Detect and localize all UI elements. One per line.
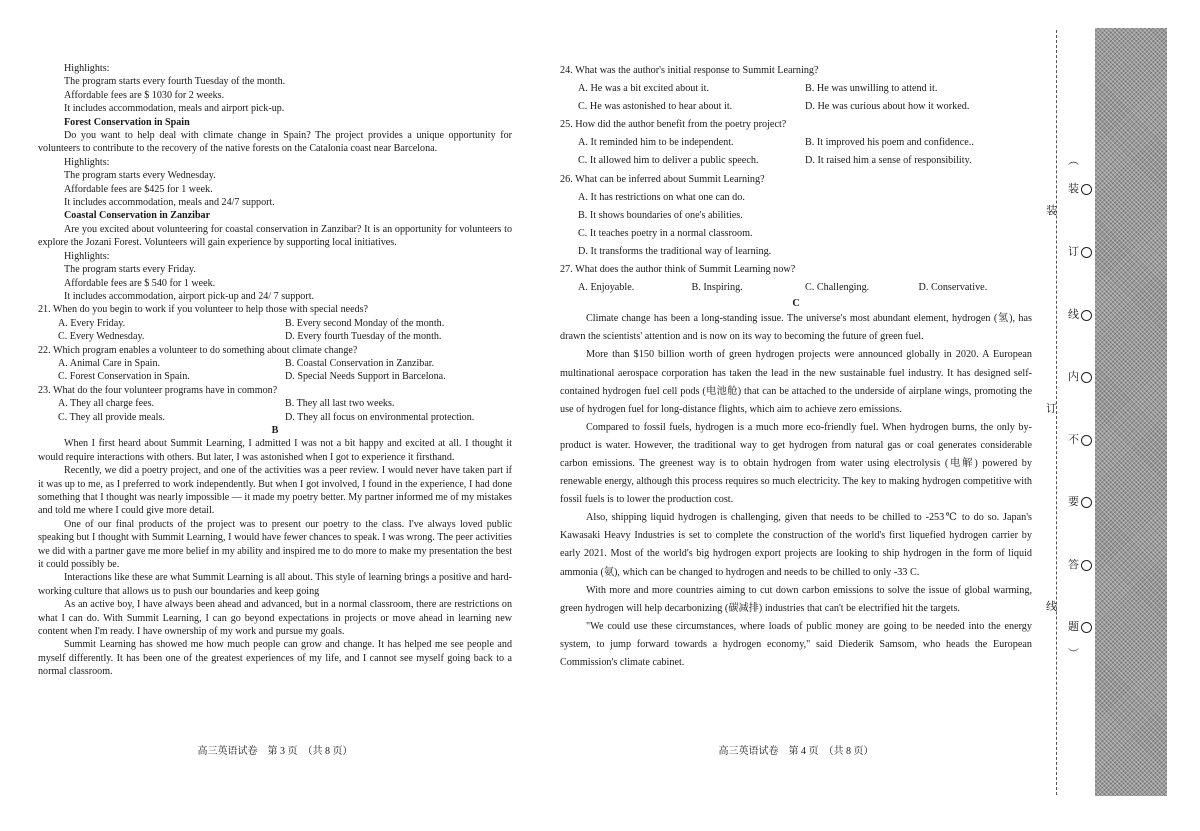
page-3-content [38,62,512,679]
passage-b-paragraph: One of our final products of the project was to present our poetry to the class. I've always loved public speaking but I thought with Summit Learning, I would have fewer chances to speak. I was wrong. The peer activities we did with a partner gave me more belief in my ability and inspired me to do more to make my presentation the best it could possibly be. [38,518,512,571]
binding-circle-char: 答 [1068,556,1092,572]
passage-b-paragraph: Recently, we did a poetry project, and one of the activities was a peer review. I would never have taken part if it was up to me, as I preferred to work independently. But when I got involved, I found in the experience, I had done something that I thought was nearly impossible — it made my poetry better. My partner informed me of my mistakes and told me where I could give more detail. [38,465,512,517]
question-22-stem: 22. Which program enables a volunteer to do something about climate change? [38,344,358,356]
section-heading-b: B [271,424,279,436]
page-4-content [560,62,1032,672]
option-c: C. They all provide meals. [58,411,165,423]
passage-b-paragraph: Interactions like these are what Summit Learning is all about. This style of learning brings a positive and hard-working culture that allows us to push our boundaries and keep going [38,572,512,597]
option-c: C. Challenging. [805,282,870,294]
highlight-item: It includes accommodation, meals and airport pick-up. [64,103,285,115]
question-27-stem: 27. What does the author think of Summit Learning now? [560,264,796,276]
question-23-options [38,411,512,424]
option-d: D. He was curious about how it worked. [805,101,970,113]
question-24-options [560,80,1032,98]
passage-c-paragraph: With more and more countries aiming to cut down carbon emissions to solve the issue of global warming, green hydrogen will help decarbonizing (碳减排) industries that can't be electrified hit the targets. [560,584,1032,614]
option-d: D. Special Needs Support in Barcelona. [285,371,446,383]
binding-circle-char: 内 [1068,368,1092,384]
highlight-item: Affordable fees are $ 540 for 1 week. [64,277,216,289]
binding-circle-char: 订 [1068,243,1092,259]
exam-page-3 [38,0,512,831]
binding-circle-char: 装 [1068,180,1092,196]
option-a: A. He was a bit excited about it. [578,83,709,95]
option-d: D. Every fourth Tuesday of the month. [285,331,442,343]
highlight-item: The program starts every Friday. [64,264,196,276]
highlight-item: Affordable fees are $ 1030 for 2 weeks. [64,89,225,101]
option-d: D. Conservative. [918,282,988,294]
option-a: A. Every Friday. [58,317,126,329]
passage-b-paragraph: Summit Learning has showed me how much people can grow and change. It has helped me see people and myself differently. It has been one of the greatest experiences of my life, and I cannot see myself going back to a normal classroom. [38,639,512,678]
passage-c-paragraph: "We could use these circumstances, where loads of public money are going to be needed into the energy system, to jump forward towards a hydrogen economy," said Diederik Samsom, who heads the European Commission's climate cabinet. [560,620,1032,668]
binding-side-char: 线 [1046,601,1057,613]
program-desc-zanzibar: Are you excited about volunteering for coastal conservation in Zanzibar? It is an opportunity for volunteers to explore the Jozani Forest. Volunteers will gain experience by supporting local initiatives. [38,223,512,249]
question-24-options [560,98,1032,116]
circle-mark [1081,497,1092,508]
binding-side-char: 订 [1046,403,1057,415]
question-25-stem: 25. How did the author benefit from the poetry project? [560,119,787,131]
page-footer: 高三英语试卷 第 4 页 （共 8 页） [718,746,874,757]
circle-mark [1081,372,1092,383]
circle-mark [1081,247,1092,258]
binding-paren-close: ︶ [1068,648,1079,660]
binding-paren-open: ︵ [1068,155,1079,167]
question-27-options [560,279,1032,297]
option-c: C. Every Wednesday. [58,331,145,343]
option-a: A. It has restrictions on what one can do. [578,191,745,203]
highlights-label: Highlights: [64,250,110,262]
option-b: B. It improved his poem and confidence.. [805,137,974,149]
passage-c-paragraph: Compared to fossil fuels, hydrogen is a much more eco-friendly fuel. When hydrogen burns, the only by-product is water. However, the traditional way to get hydrogen from natural gas or coal generates considerable carbon emissions. The greenest way is to obtain hydrogen from water using electrolysis (电解) powered by renewable energy, although this process requires so much electricity. The key to making hydrogen competitive with fossil fuels is to lower the production cost. [560,421,1032,506]
binding-margin [1036,0,1096,831]
option-a: A. It reminded him to be independent. [578,137,734,149]
exam-page-4 [560,0,1032,831]
option-c: C. It allowed him to deliver a public speech. [578,155,759,167]
question-24-stem: 24. What was the author's initial response to Summit Learning? [560,65,819,76]
circle-mark [1081,622,1092,633]
highlight-item: It includes accommodation, meals and 24/7 support. [64,197,275,209]
option-b: B. Every second Monday of the month. [285,317,445,329]
passage-c-paragraph: Climate change has been a long-standing issue. The universe's most abundant element, hydrogen (氢), has drawn the scientists' attention and is now on its way to becoming the future of green fuel. [560,313,1032,343]
question-22-options [38,357,512,370]
passage-b-paragraph: As an active boy, I have always been ahead and advanced, but in a normal classroom, there are restrictions on what I can do. With Summit Learning, I can go beyond expectations in projects or move ahead in learning new content when I'm ready. I have ownership of my work and pursue my goals. [38,599,512,638]
circle-mark [1081,310,1092,321]
circle-mark [1081,184,1092,195]
question-21-options [38,330,512,343]
option-c: C. It teaches poetry in a normal classroom. [578,227,753,239]
option-b: B. Inspiring. [691,282,743,294]
program-title-zanzibar: Coastal Conservation in Zanzibar [64,210,211,222]
passage-b-paragraph: When I first heard about Summit Learning, I admitted I was not a bit happy and excited at all. I thought it would require interactions with others. But later, I was astonished when I got to experience it firsthand. [38,438,512,463]
binding-circle-char: 题 [1068,618,1092,634]
binding-shaded-strip [1095,28,1167,796]
binding-circle-char: 要 [1068,493,1092,509]
highlights-label: Highlights: [64,63,110,74]
option-c: C. Forest Conservation in Spain. [58,371,190,383]
question-21-stem: 21. When do you begin to work if you volunteer to help those with special needs? [38,304,369,316]
program-title-spain: Forest Conservation in Spain [64,116,190,128]
question-25-options [560,152,1032,170]
question-21-options [38,317,512,330]
highlight-item: The program starts every fourth Tuesday of the month. [64,76,286,88]
question-23-options [38,397,512,410]
binding-circle-char: 不 [1068,431,1092,447]
option-b: B. They all last two weeks. [285,398,395,410]
question-25-options [560,134,1032,152]
option-b: B. It shows boundaries of one's abilities. [578,209,743,221]
program-desc-spain: Do you want to help deal with climate change in Spain? The project provides a unique opportunity for volunteers to contribute to the recovery of the native forests on the Catalonia coast near Barcelona. [38,130,512,155]
option-c: C. He was astonished to hear about it. [578,101,733,113]
highlight-item: Affordable fees are $425 for 1 week. [64,183,213,195]
question-23-stem: 23. What do the four volunteer programs have in common? [38,384,278,396]
option-a: A. Enjoyable. [578,282,635,294]
passage-c-paragraph: Also, shipping liquid hydrogen is challenging, given that needs to be chilled to -253℃ to do so. Japan's Kawasaki Heavy Industries is set to complete the construction of the world's first liquefied hydrogen carrier by early 2021. Most of the world's big hydrogen export projects are looking to ship hydrogen in the form of liquid ammonia (氨), which can be changed to hydrogen and needs to be chilled to only -33 C. [560,512,1032,578]
highlight-item: The program starts every Wednesday. [64,170,216,182]
binding-circle-char: 线 [1068,306,1092,322]
option-a: A. They all charge fees. [58,398,155,410]
circle-mark [1081,435,1092,446]
option-b: B. Coastal Conservation in Zanzibar. [285,357,435,369]
question-26-stem: 26. What can be inferred about Summit Learning? [560,173,765,185]
highlight-item: It includes accommodation, airport pick-up and 24/ 7 support. [64,290,315,302]
option-d: D. It raised him a sense of responsibility. [805,155,972,167]
binding-side-char: 装 [1046,205,1057,217]
page-footer: 高三英语试卷 第 3 页 （共 8 页） [197,746,353,757]
option-d: D. It transforms the traditional way of learning. [578,245,772,257]
section-heading-c: C [792,298,800,310]
passage-c-paragraph: More than $150 billion worth of green hydrogen projects were announced globally in 2020. A European multinational aerospace corporation has taken the lead in the new sustainable fuel industry. It has designed self-contained hydrogen fuel cell pods (电池舱) that can be attached to the underside of airplane wings, promoting the use of hydrogen fuel for long-distance flights, which aim to achieve zero emissions. [560,349,1032,415]
option-d: D. They all focus on environmental protection. [285,411,475,423]
highlights-label: Highlights: [64,156,110,168]
question-22-options [38,370,512,383]
option-b: B. He was unwilling to attend it. [805,83,938,95]
circle-mark [1081,560,1092,571]
option-a: A. Animal Care in Spain. [58,357,161,369]
